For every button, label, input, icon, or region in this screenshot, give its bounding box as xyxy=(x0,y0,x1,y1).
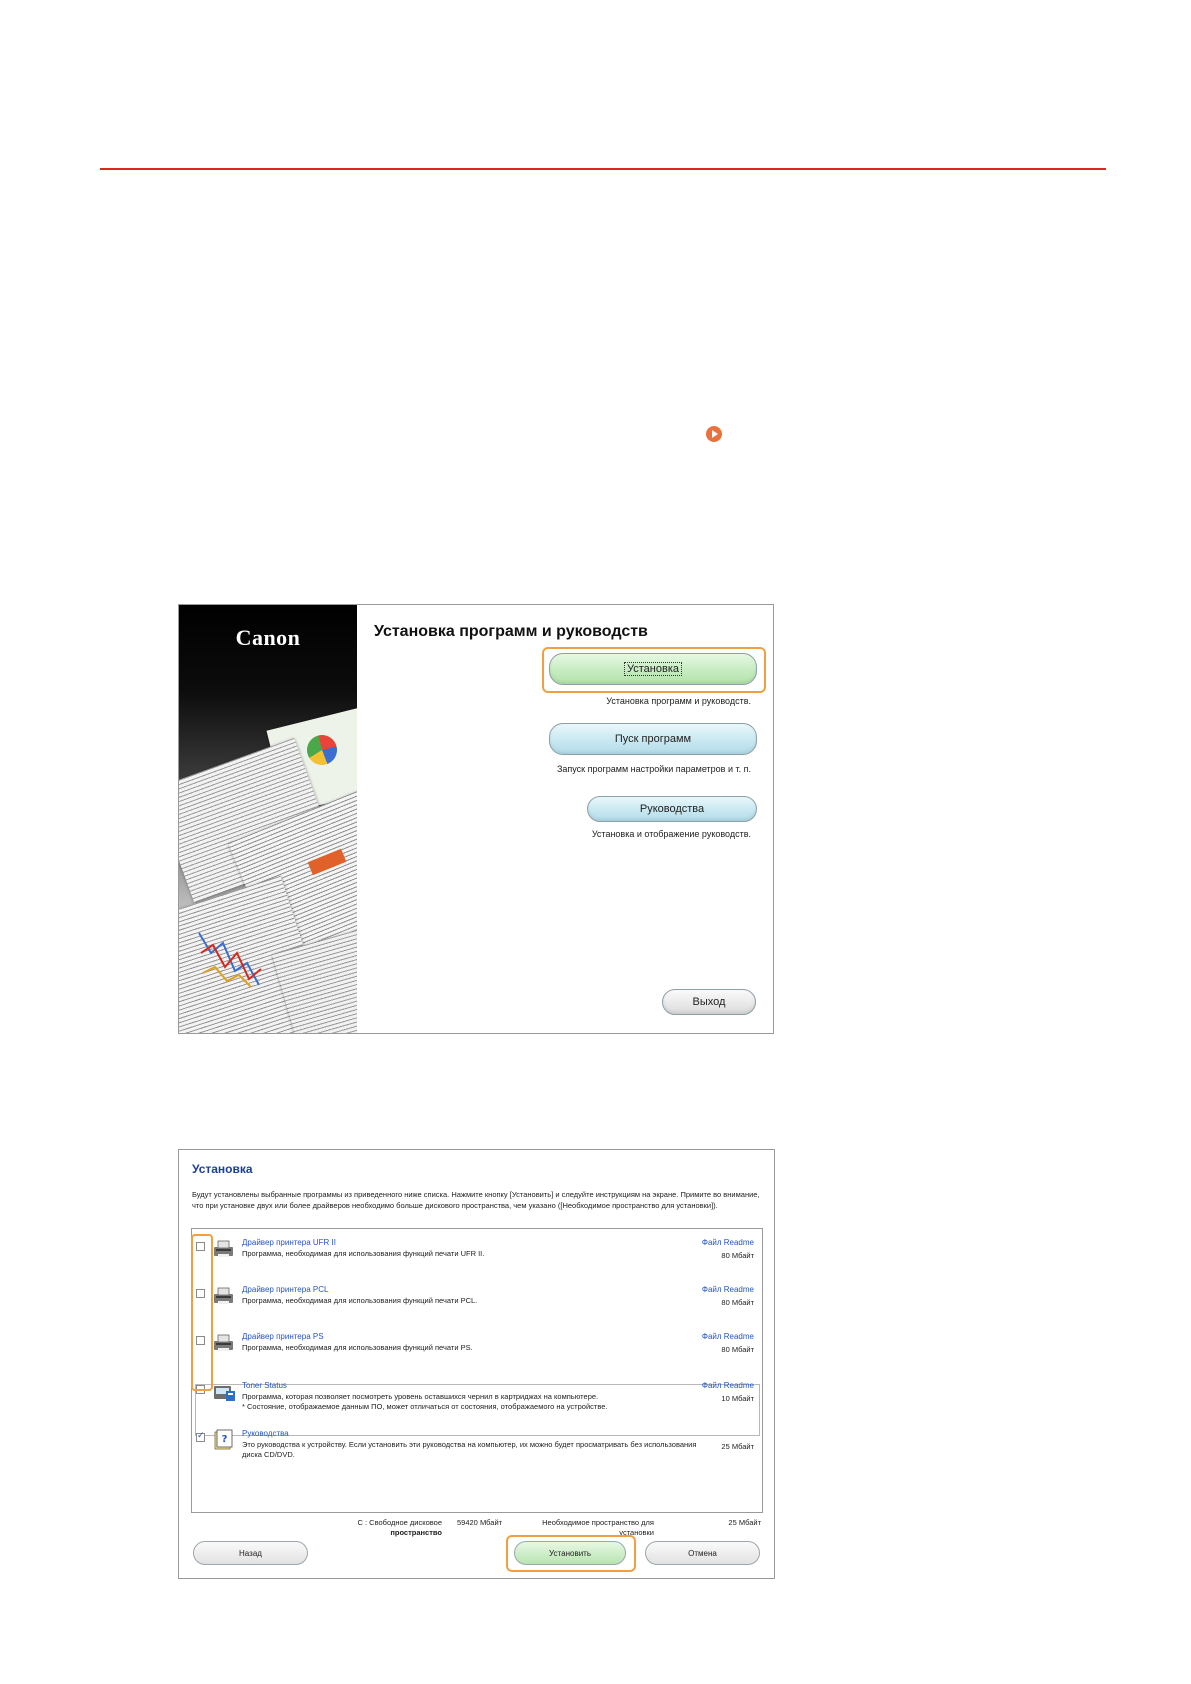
required-space-value: 25 Мбайт xyxy=(728,1518,761,1527)
checkbox-column-highlight xyxy=(191,1234,213,1391)
ps-size: 80 Мбайт xyxy=(721,1345,754,1354)
free-space-label-line1: C : Свободное дисковое xyxy=(357,1518,442,1527)
exit-label: Выход xyxy=(692,996,726,1008)
install-menu-label: Установка xyxy=(627,663,679,675)
pcl-name-link[interactable]: Драйвер принтера PCL xyxy=(242,1285,329,1294)
run-programs-button[interactable] xyxy=(549,723,757,755)
printer-icon xyxy=(212,1238,236,1260)
free-space-value: 59420 Мбайт xyxy=(457,1518,503,1527)
ps-readme-link[interactable]: Файл Readme xyxy=(701,1332,754,1341)
manuals-size: 25 Мбайт xyxy=(721,1442,754,1451)
run-programs-label: Пуск программ xyxy=(614,733,692,745)
install-label: Установить xyxy=(549,1548,591,1558)
ps-description: Программа, необходимая для использования функций печати PS. xyxy=(242,1343,473,1352)
toner-status-description xyxy=(242,1392,702,1412)
section-rule xyxy=(100,168,1106,170)
toner-status-size: 10 Мбайт xyxy=(721,1394,754,1403)
ufr2-description: Программа, необходимая для использования функций печати UFR II. xyxy=(242,1249,485,1258)
back-label: Назад xyxy=(239,1548,262,1558)
pcl-description: Программа, необходимая для использования функций печати PCL. xyxy=(242,1296,478,1305)
list-item-ufr2 xyxy=(192,1232,760,1276)
setup-menu-window xyxy=(178,604,774,1034)
free-space-label-line2: пространство xyxy=(390,1528,442,1537)
install-dialog-title: Установка xyxy=(192,1162,253,1176)
list-item-ps xyxy=(192,1326,760,1370)
ufr2-readme-link[interactable]: Файл Readme xyxy=(701,1238,754,1247)
toner-status-note: * Состояние, отображаемое данным ПО, может отличаться от состояния, отображаемого на устройстве. xyxy=(242,1402,608,1411)
install-caption: Установка программ и руководств. xyxy=(606,696,751,706)
ufr2-name-link[interactable]: Драйвер принтера UFR II xyxy=(242,1238,336,1247)
toner-status-name-link[interactable]: Toner Status xyxy=(242,1381,287,1390)
svg-text:?: ? xyxy=(221,1434,228,1445)
list-item-manuals xyxy=(192,1423,760,1467)
cancel-button[interactable] xyxy=(645,1541,760,1565)
manuals-label: Руководства xyxy=(639,803,705,815)
toner-status-icon xyxy=(212,1381,236,1403)
exit-button[interactable] xyxy=(662,989,756,1015)
ufr2-size: 80 Мбайт xyxy=(721,1251,754,1260)
install-menu-button[interactable] xyxy=(549,653,757,685)
manual-icon xyxy=(212,1429,236,1451)
menu-title: Установка программ и руководств xyxy=(374,623,648,640)
brand-panel xyxy=(179,605,357,1033)
manuals-description: Это руководства к устройству. Если установить эти руководства на компьютер, их можно будет просматривать без использования диска CD/DVD. xyxy=(242,1440,697,1459)
pcl-size: 80 Мбайт xyxy=(721,1298,754,1307)
back-button[interactable] xyxy=(193,1541,308,1565)
manuals-button[interactable] xyxy=(587,796,757,822)
printer-icon xyxy=(212,1285,236,1307)
run-programs-caption: Запуск программ настройки параметров и т. п. xyxy=(556,764,751,774)
install-button[interactable] xyxy=(514,1541,626,1565)
free-space-label xyxy=(342,1518,442,1538)
manuals-checkbox[interactable] xyxy=(196,1433,205,1442)
list-item-toner-status xyxy=(192,1375,760,1425)
toner-status-desc-line: Программа, которая позволяет посмотреть уровень оставшихся чернил в картриджах на компьютере. xyxy=(242,1392,599,1401)
canon-logo: Canon xyxy=(235,625,301,650)
required-space-label-line1: Необходимое пространство для xyxy=(542,1518,654,1527)
install-dialog xyxy=(178,1149,775,1579)
required-space-label-line2: установки xyxy=(619,1528,654,1537)
toner-status-readme-link[interactable]: Файл Readme xyxy=(701,1381,754,1390)
manuals-caption: Установка и отображение руководств. xyxy=(591,829,751,839)
software-list xyxy=(191,1228,763,1513)
ps-name-link[interactable]: Драйвер принтера PS xyxy=(242,1332,324,1341)
list-item-pcl xyxy=(192,1279,760,1323)
circle-arrow-icon[interactable] xyxy=(706,426,722,442)
cancel-label: Отмена xyxy=(688,1548,717,1558)
pcl-readme-link[interactable]: Файл Readme xyxy=(701,1285,754,1294)
manuals-name-link[interactable]: Руководства xyxy=(242,1429,289,1438)
printer-icon xyxy=(212,1332,236,1354)
line-chart-image xyxy=(197,923,267,993)
install-description: Будут установлены выбранные программы из приведенного ниже списка. Нажмите кнопку [Установить] и следуйте инструкциям на экране. Примите во внимание, что при установке двух или более драйверов необходимо больше дискового пространства, чем указано ([Необходимое пространство для установки]). xyxy=(192,1190,760,1210)
